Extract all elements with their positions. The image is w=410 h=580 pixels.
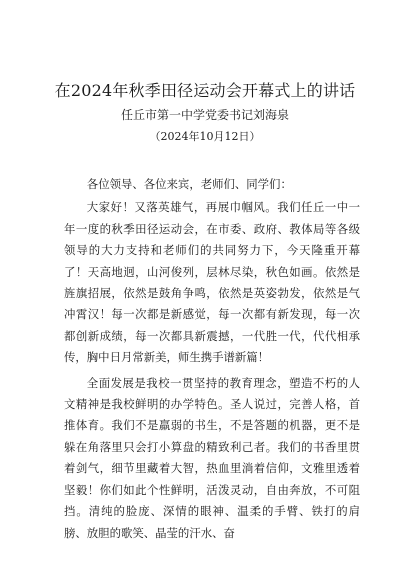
- paragraph: 全面发展是我校一贯坚持的教育理念，塑造不朽的人文精神是我校鲜明的办学特色。圣人说过，完善人格，首推体育。我们不是羸弱的书生，不是答题的机器，更不是躲在角落里只会打小算盘的精致利己者。我们的书香里贯着剑气，细节里藏着大智，热血里淌着信仰，文雅里透着坚毅！你们如此个性鲜明，活泼灵动，自由奔放，不可阻挡。清纯的脸庞、深情的眼神、温柔的手臂、铁打的肩膀、放胆的歌笑、晶莹的汗水、奋: [64, 375, 360, 540]
- document-title: 在2024年秋季田径运动会开幕式上的讲话: [54, 81, 356, 100]
- salutation: 各位领导、各位来宾，老师们、同学们：: [86, 177, 292, 191]
- paragraph: 大家好！又落英雄气，再展巾帼风。我们任丘一中一年一度的秋季田径运动会，在市委、政府、教体局等各级领导的大力支持和老师们的共同努力下，今天隆重开幕了！天高地迥，山河俊列，层林尽染，秋色如画。依然是旌旗招展，依然是鼓角争鸣，依然是英姿勃发，依然是气冲霄汉！每一次都是新感觉，每一次都有新发现，每一次都创新成绩，每一次都具新震撼，一代胜一代，代代相承传，胸中日月常新美，师生携手谱新篇！: [64, 200, 360, 365]
- document-date: （2024年10月12日）: [149, 130, 261, 143]
- document-byline: 任丘市第一中学党委书记刘海泉: [120, 108, 289, 122]
- document-body: [64, 174, 360, 548]
